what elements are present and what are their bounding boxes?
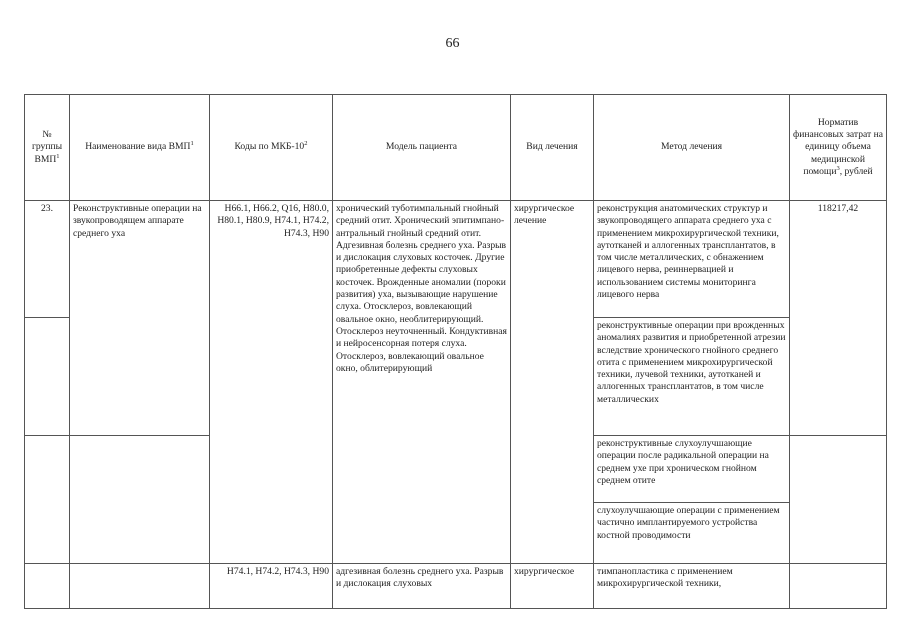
empty-cell [790, 564, 887, 609]
empty-cell [790, 436, 887, 564]
empty-cell [25, 318, 70, 436]
treatment-method-cell: реконструктивные слухоулучшающие операции после радикальной операции на среднем ухе при хроническом гнойном среднем отите [594, 436, 790, 503]
vmp-table [24, 94, 887, 609]
treatment-method-cell: реконструкция анатомических структур и звукопроводящего аппарата среднего уха с применением микрохирургической техники, аутотканей и аллогенных трансплантатов, в том числе металлических, с обнажением лицевого нерва, реиннервацией и использованием системы мониторинга лицевого нерва [594, 201, 790, 318]
icd-codes-cell: H74.1, H74.2, H74.3, H90 [210, 564, 333, 609]
treatment-method-cell: тимпанопластика с применением микрохирургической техники, [594, 564, 790, 609]
empty-cell [70, 436, 210, 564]
patient-model-cell: адгезивная болезнь среднего уха. Разрыв и дислокация слуховых [333, 564, 511, 609]
table-row [25, 564, 887, 609]
treatment-type-cell: хирургическое лечение [511, 201, 594, 564]
cost-norm-cell: 118217,42 [790, 201, 887, 436]
empty-cell [25, 436, 70, 564]
header-icd-codes: Коды по МКБ-$10^2$ [210, 95, 333, 201]
table-row [25, 201, 887, 318]
header-treatment-type: Вид лечения [511, 95, 594, 201]
page-number: 66 [445, 36, 460, 51]
header-patient-model: Модель пациента [333, 95, 511, 201]
header-group-number: № группы ВМП$^1$ [25, 95, 70, 201]
empty-cell [70, 564, 210, 609]
treatment-method-cell: слухоулучшающие операции с применением частично имплантируемого устройства костной проводимости [594, 503, 790, 564]
icd-codes-cell: H66.1, H66.2, Q16, H80.0, H80.1, H80.9, H74.1, H74.2, H74.3, H90 [210, 201, 333, 564]
header-cost-norm: Норматив финансовых затрат на единицу объема медицинской помощи$^3$, рублей [790, 95, 887, 201]
patient-model-cell: хронический туботимпальный гнойный средний отит. Хронический эпитимпано-антральный гнойный средний отит. Адгезивная болезнь среднего уха. Разрыв и дислокация слуховых косточек. Другие приобретенные дефекты слуховых косточек. Врожденные аномалии (пороки развития) уха, вызывающие нарушение слуха. Отосклероз, вовлекающий овальное окно, необлитерирующий. Отосклероз неуточненный. Кондуктивная и нейросенсорная потеря слуха. Отосклероз, вовлекающий овальное окно, облитерирующий [333, 201, 511, 564]
empty-cell [25, 564, 70, 609]
treatment-type-cell: хирургическое [511, 564, 594, 609]
header-row [25, 95, 887, 201]
header-vmp-name: Наименование вида ВМП$^1$ [70, 95, 210, 201]
header-treatment-method: Метод лечения [594, 95, 790, 201]
group-number: 23. [25, 201, 70, 318]
vmp-name-cell: Реконструктивные операции на звукопроводящем аппарате среднего уха [70, 201, 210, 436]
treatment-method-cell: реконструктивные операции при врожденных аномалиях развития и приобретенной атрезии вследствие хронического гнойного среднего отита с применением микрохирургической техники, лучевой техники, аутотканей и аллогенных трансплантатов, в том числе металлических [594, 318, 790, 436]
